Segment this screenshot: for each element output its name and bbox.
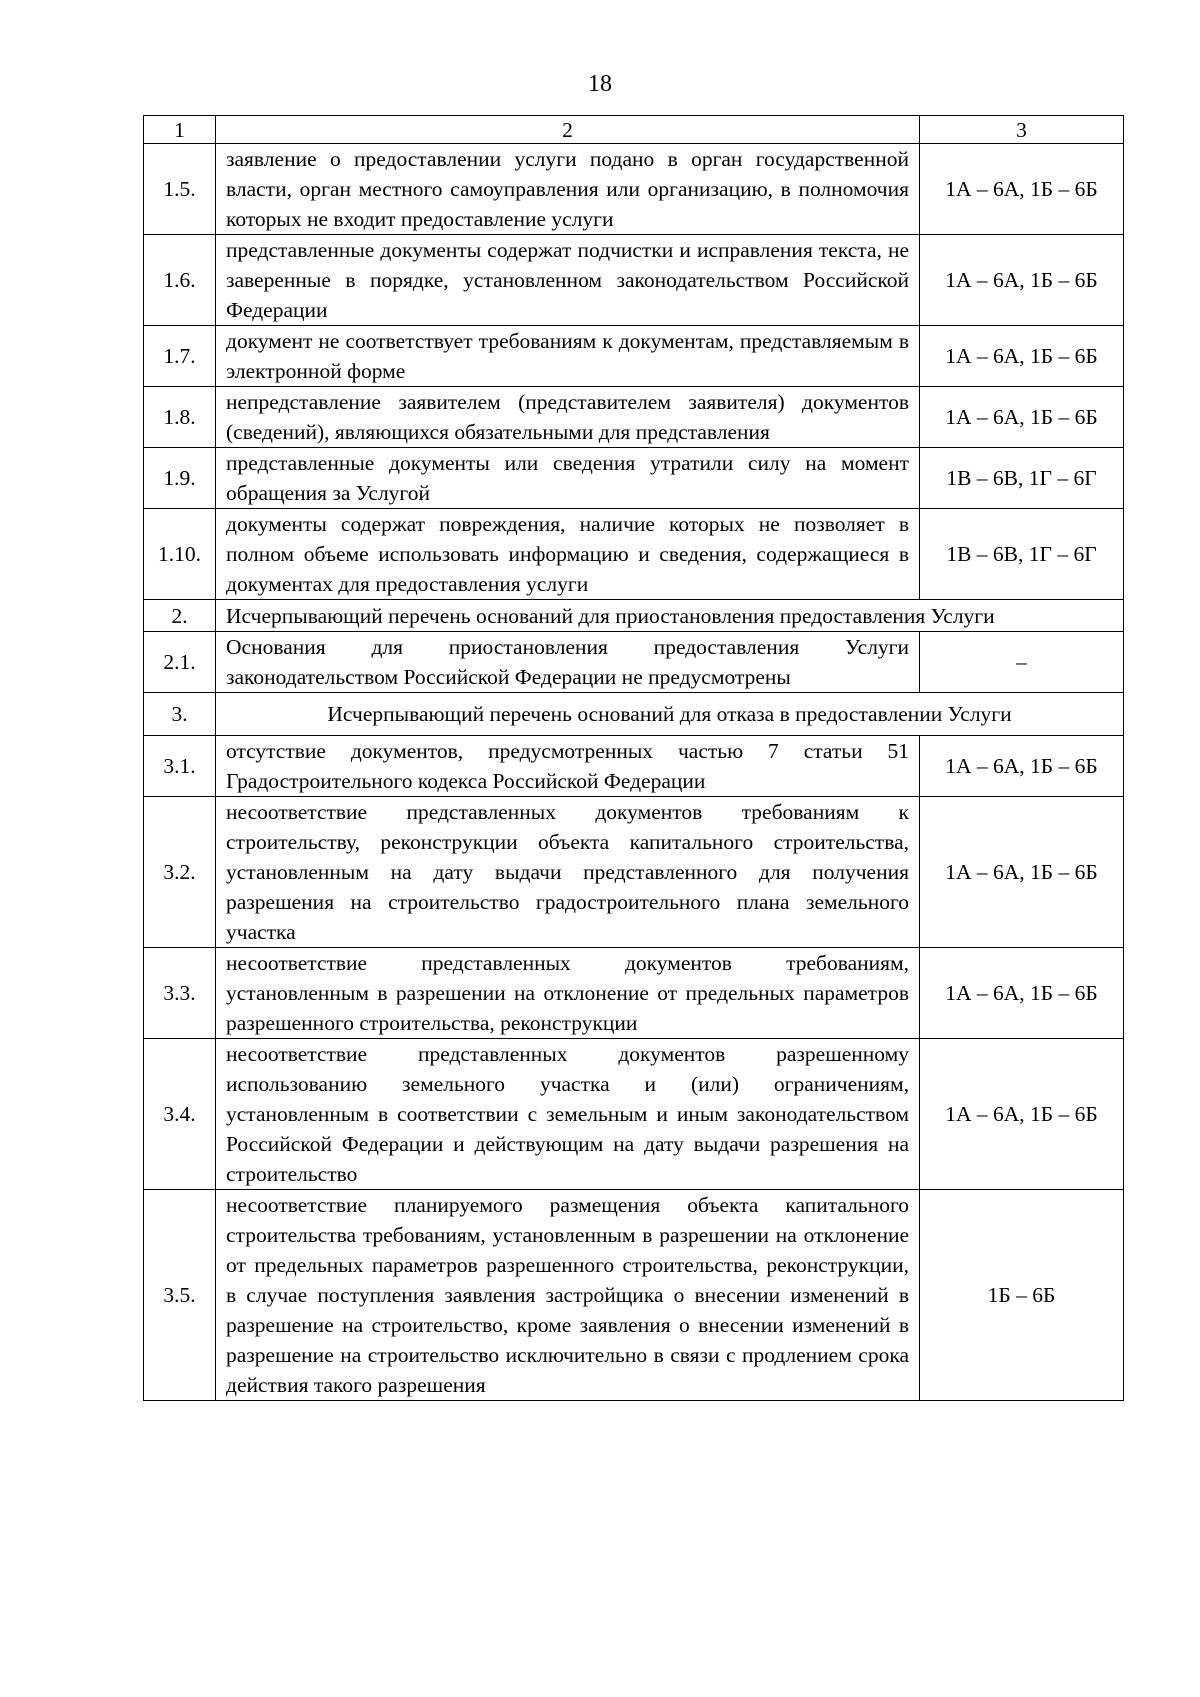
row-code: 1В – 6В, 1Г – 6Г — [920, 448, 1124, 509]
row-code: 1А – 6А, 1Б – 6Б — [920, 326, 1124, 387]
table-row — [144, 509, 1124, 600]
row-code: 1Б – 6Б — [920, 1190, 1124, 1401]
row-number: 3.5. — [144, 1190, 216, 1401]
table-row — [144, 387, 1124, 448]
page-number: 18 — [588, 71, 612, 97]
row-code: 1А – 6А, 1Б – 6Б — [920, 736, 1124, 797]
row-number: 1.8. — [144, 387, 216, 448]
row-text: несоответствие представленных документов требованиям, установленным в разрешении на отклонение от предельных параметров разрешенного строительства, реконструкции — [216, 948, 920, 1039]
row-code: 1А – 6А, 1Б – 6Б — [920, 144, 1124, 235]
row-number: 3.4. — [144, 1039, 216, 1190]
section-2-title: Исчерпывающий перечень оснований для приостановления предоставления Услуги — [216, 600, 1124, 632]
table-row — [144, 1190, 1124, 1401]
row-text: несоответствие представленных документов разрешенному использованию земельного участка и (или) ограничениям, установленным в соответствии с земельным и иным законодательством Российской Федерации и действующим на дату выдачи разрешения на строительство — [216, 1039, 920, 1190]
section-3-row — [144, 693, 1124, 736]
table-row — [144, 632, 1124, 693]
row-code: 1А – 6А, 1Б – 6Б — [920, 235, 1124, 326]
row-code: 1В – 6В, 1Г – 6Г — [920, 509, 1124, 600]
section-2-row — [144, 600, 1124, 632]
row-code: 1А – 6А, 1Б – 6Б — [920, 387, 1124, 448]
row-number: 1.6. — [144, 235, 216, 326]
row-text: непредставление заявителем (представителем заявителя) документов (сведений), являющихся обязательными для представления — [216, 387, 920, 448]
column-header-2: 2 — [216, 116, 920, 144]
row-text: отсутствие документов, предусмотренных частью 7 статьи 51 Градостроительного кодекса Российской Федерации — [216, 736, 920, 797]
row-code: 1А – 6А, 1Б – 6Б — [920, 797, 1124, 948]
row-text: несоответствие планируемого размещения объекта капитального строительства требованиям, установленным в разрешении на отклонение от предельных параметров разрешенного строительства, реконструкции, в случае поступления заявления застройщика о внесении изменений в разрешение на строительство, кроме заявления о внесении изменений в разрешение на строительство исключительно в связи с продлением срока действия такого разрешения — [216, 1190, 920, 1401]
table-row — [144, 448, 1124, 509]
row-text: документ не соответствует требованиям к документам, представляемым в электронной форме — [216, 326, 920, 387]
row-number: 1.5. — [144, 144, 216, 235]
section-3-title: Исчерпывающий перечень оснований для отказа в предоставлении Услуги — [216, 693, 1124, 736]
row-text: заявление о предоставлении услуги подано в орган государственной власти, орган местного самоуправления или организацию, в полномочия которых не входит предоставление услуги — [216, 144, 920, 235]
row-text: представленные документы или сведения утратили силу на момент обращения за Услугой — [216, 448, 920, 509]
table-row — [144, 797, 1124, 948]
grounds-table — [143, 115, 1124, 1401]
table-header-row — [144, 116, 1124, 144]
row-number: 3.2. — [144, 797, 216, 948]
row-code: – — [920, 632, 1124, 693]
table-row — [144, 235, 1124, 326]
row-text: документы содержат повреждения, наличие которых не позволяет в полном объеме использовать информацию и сведения, содержащиеся в документах для предоставления услуги — [216, 509, 920, 600]
table-row — [144, 326, 1124, 387]
column-header-1: 1 — [144, 116, 216, 144]
table-row — [144, 736, 1124, 797]
section-2-number: 2. — [144, 600, 216, 632]
row-text: Основания для приостановления предоставления Услуги законодательством Российской Федерации не предусмотрены — [216, 632, 920, 693]
row-text: представленные документы содержат подчистки и исправления текста, не заверенные в порядке, установленном законодательством Российской Федерации — [216, 235, 920, 326]
row-text: несоответствие представленных документов требованиям к строительству, реконструкции объекта капитального строительства, установленным на дату выдачи представленного для получения разрешения на строительство градостроительного плана земельного участка — [216, 797, 920, 948]
row-number: 1.7. — [144, 326, 216, 387]
row-code: 1А – 6А, 1Б – 6Б — [920, 948, 1124, 1039]
column-header-3: 3 — [920, 116, 1124, 144]
table-row — [144, 144, 1124, 235]
row-number: 1.9. — [144, 448, 216, 509]
row-number: 1.10. — [144, 509, 216, 600]
table-row — [144, 1039, 1124, 1190]
row-number: 3.1. — [144, 736, 216, 797]
section-3-number: 3. — [144, 693, 216, 736]
row-code: 1А – 6А, 1Б – 6Б — [920, 1039, 1124, 1190]
row-number: 3.3. — [144, 948, 216, 1039]
table-row — [144, 948, 1124, 1039]
row-number: 2.1. — [144, 632, 216, 693]
